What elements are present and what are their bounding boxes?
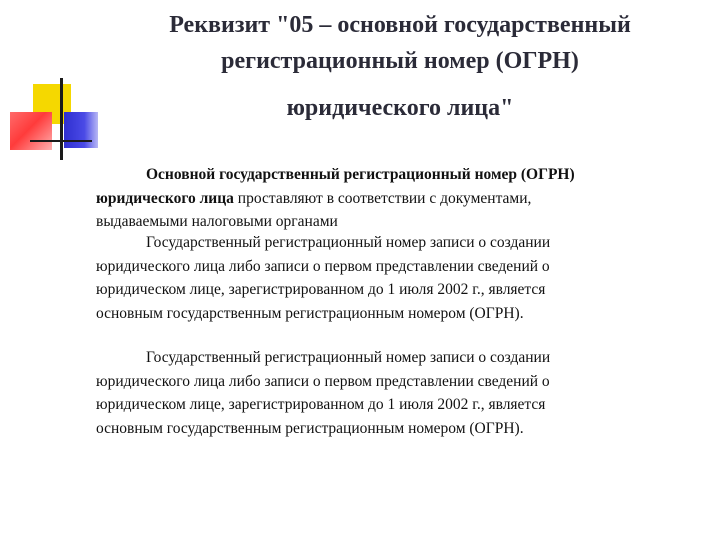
paragraph-3-line-2: юридического лица либо записи о первом представлении сведений о — [96, 372, 550, 390]
vertical-line — [60, 78, 63, 160]
paragraph-1-rest-line-2: проставляют в соответствии с документами, — [233, 189, 532, 207]
horizontal-line — [30, 140, 92, 142]
paragraph-1-line-2 — [96, 187, 636, 211]
paragraph-3-line-3: юридическом лице, зарегистрированном до 1 июля 2002 г., является — [96, 396, 546, 413]
paragraph-1-line-3: выдаваемыми налоговыми органами — [96, 213, 338, 230]
paragraph-2-line-3: юридическом лице, зарегистрированном до 1 июля 2002 г., является — [96, 281, 546, 298]
paragraph-registration-number-2 — [96, 346, 636, 440]
paragraph-2-line-2: юридического лица либо записи о первом представлении сведений о — [96, 257, 550, 275]
slide-title-line-2: регистрационный номер (ОГРН) — [221, 48, 579, 74]
paragraph-registration-number-1 — [96, 231, 636, 325]
paragraph-2-line-4: основным государственным регистрационным номером (ОГРН). — [96, 304, 524, 322]
paragraph-2-line-1: Государственный регистрационный номер записи о создании — [146, 234, 551, 251]
paragraph-ogrn-definition — [96, 163, 636, 234]
paragraph-3-line-1: Государственный регистрационный номер записи о создании — [146, 349, 551, 366]
slide-title-line-1: Реквизит "05 – основной государственный — [169, 12, 631, 38]
blue-square — [64, 112, 98, 148]
paragraph-1-bold-lead-line-1: Основной государственный регистрационный номер (ОГРН) — [146, 166, 575, 183]
slide-title-line-3: юридического лица" — [286, 95, 514, 121]
red-square — [10, 112, 52, 150]
paragraph-1-bold-lead-line-2: юридического лица — [96, 189, 234, 207]
decorative-squares-logo — [0, 0, 100, 170]
paragraph-3-line-4: основным государственным регистрационным номером (ОГРН). — [96, 419, 524, 437]
